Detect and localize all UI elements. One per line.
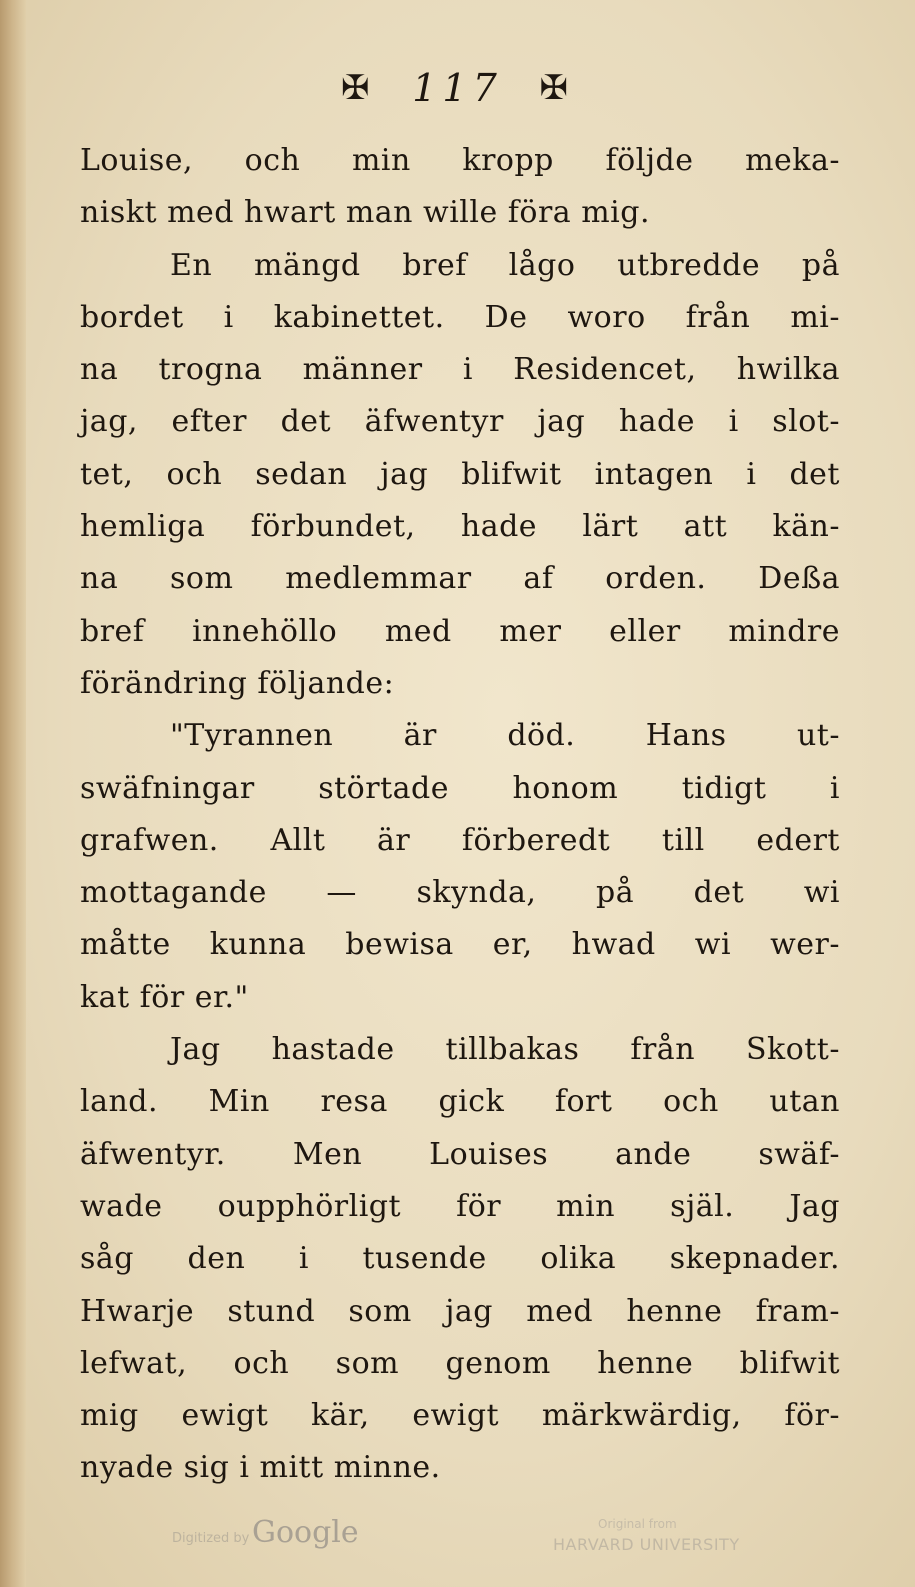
text-line: förändring följande: xyxy=(80,665,395,701)
text-line: Louise, och min kropp följde meka- xyxy=(80,143,840,178)
text-line: kat för er." xyxy=(80,979,249,1015)
text-line: nyade sig i mitt minne. xyxy=(80,1450,441,1486)
text-line: hemliga förbundet, hade lärt att kän- xyxy=(80,509,840,545)
text-line: na som medlemmar af orden. Deßa xyxy=(80,561,840,597)
original-from-label: Original from xyxy=(598,1517,677,1531)
text-line: grafwen. Allt är förberedt till edert xyxy=(80,822,840,858)
digitized-by-label: Digitized by xyxy=(172,1531,250,1546)
text-line: niskt med hwart man wille föra mig. xyxy=(80,195,650,231)
page-number: 117 xyxy=(412,66,503,110)
page-header xyxy=(0,62,915,110)
text-line: jag, efter det äfwentyr jag hade i slot- xyxy=(80,404,840,440)
text-line: land. Min resa gick fort och utan xyxy=(80,1084,840,1120)
text-line: bordet i kabinettet. De woro från mi- xyxy=(80,299,840,335)
text-line: na trogna männer i Residencet, hwilka xyxy=(80,352,840,388)
ornament-right-icon: ✠ xyxy=(539,68,574,108)
page-binding-edge xyxy=(0,0,26,1587)
text-line: wade oupphörligt för min själ. Jag xyxy=(80,1188,840,1224)
ornament-left-icon: ✠ xyxy=(341,68,376,108)
text-line: bref innehöllo med mer eller mindre xyxy=(80,613,840,649)
text-line: En mängd bref lågo utbredde på xyxy=(170,247,840,283)
text-line: Jag hastade tillbakas från Skott- xyxy=(170,1032,840,1068)
text-line: lefwat, och som genom henne blifwit xyxy=(80,1345,840,1381)
text-line: mig ewigt kär, ewigt märkwärdig, för- xyxy=(80,1398,840,1434)
text-line: Hwarje stund som jag med henne fram- xyxy=(80,1293,840,1329)
text-line: såg den i tusende olika skepnader. xyxy=(80,1241,840,1277)
text-line: "Tyrannen är död. Hans ut- xyxy=(170,718,840,754)
text-line: tet, och sedan jag blifwit intagen i det xyxy=(80,456,840,492)
institution-label: HARVARD UNIVERSITY xyxy=(553,1535,740,1554)
body-text xyxy=(80,135,840,1495)
digitization-watermark xyxy=(0,1515,915,1575)
text-line: äfwentyr. Men Louises ande swäf- xyxy=(80,1136,840,1172)
google-logo: Google xyxy=(252,1515,359,1550)
text-line: mottagande — skynda, på det wi xyxy=(80,875,840,911)
text-line: måtte kunna bewisa er, hwad wi wer- xyxy=(80,927,840,963)
text-line: swäfningar störtade honom tidigt i xyxy=(80,770,840,806)
